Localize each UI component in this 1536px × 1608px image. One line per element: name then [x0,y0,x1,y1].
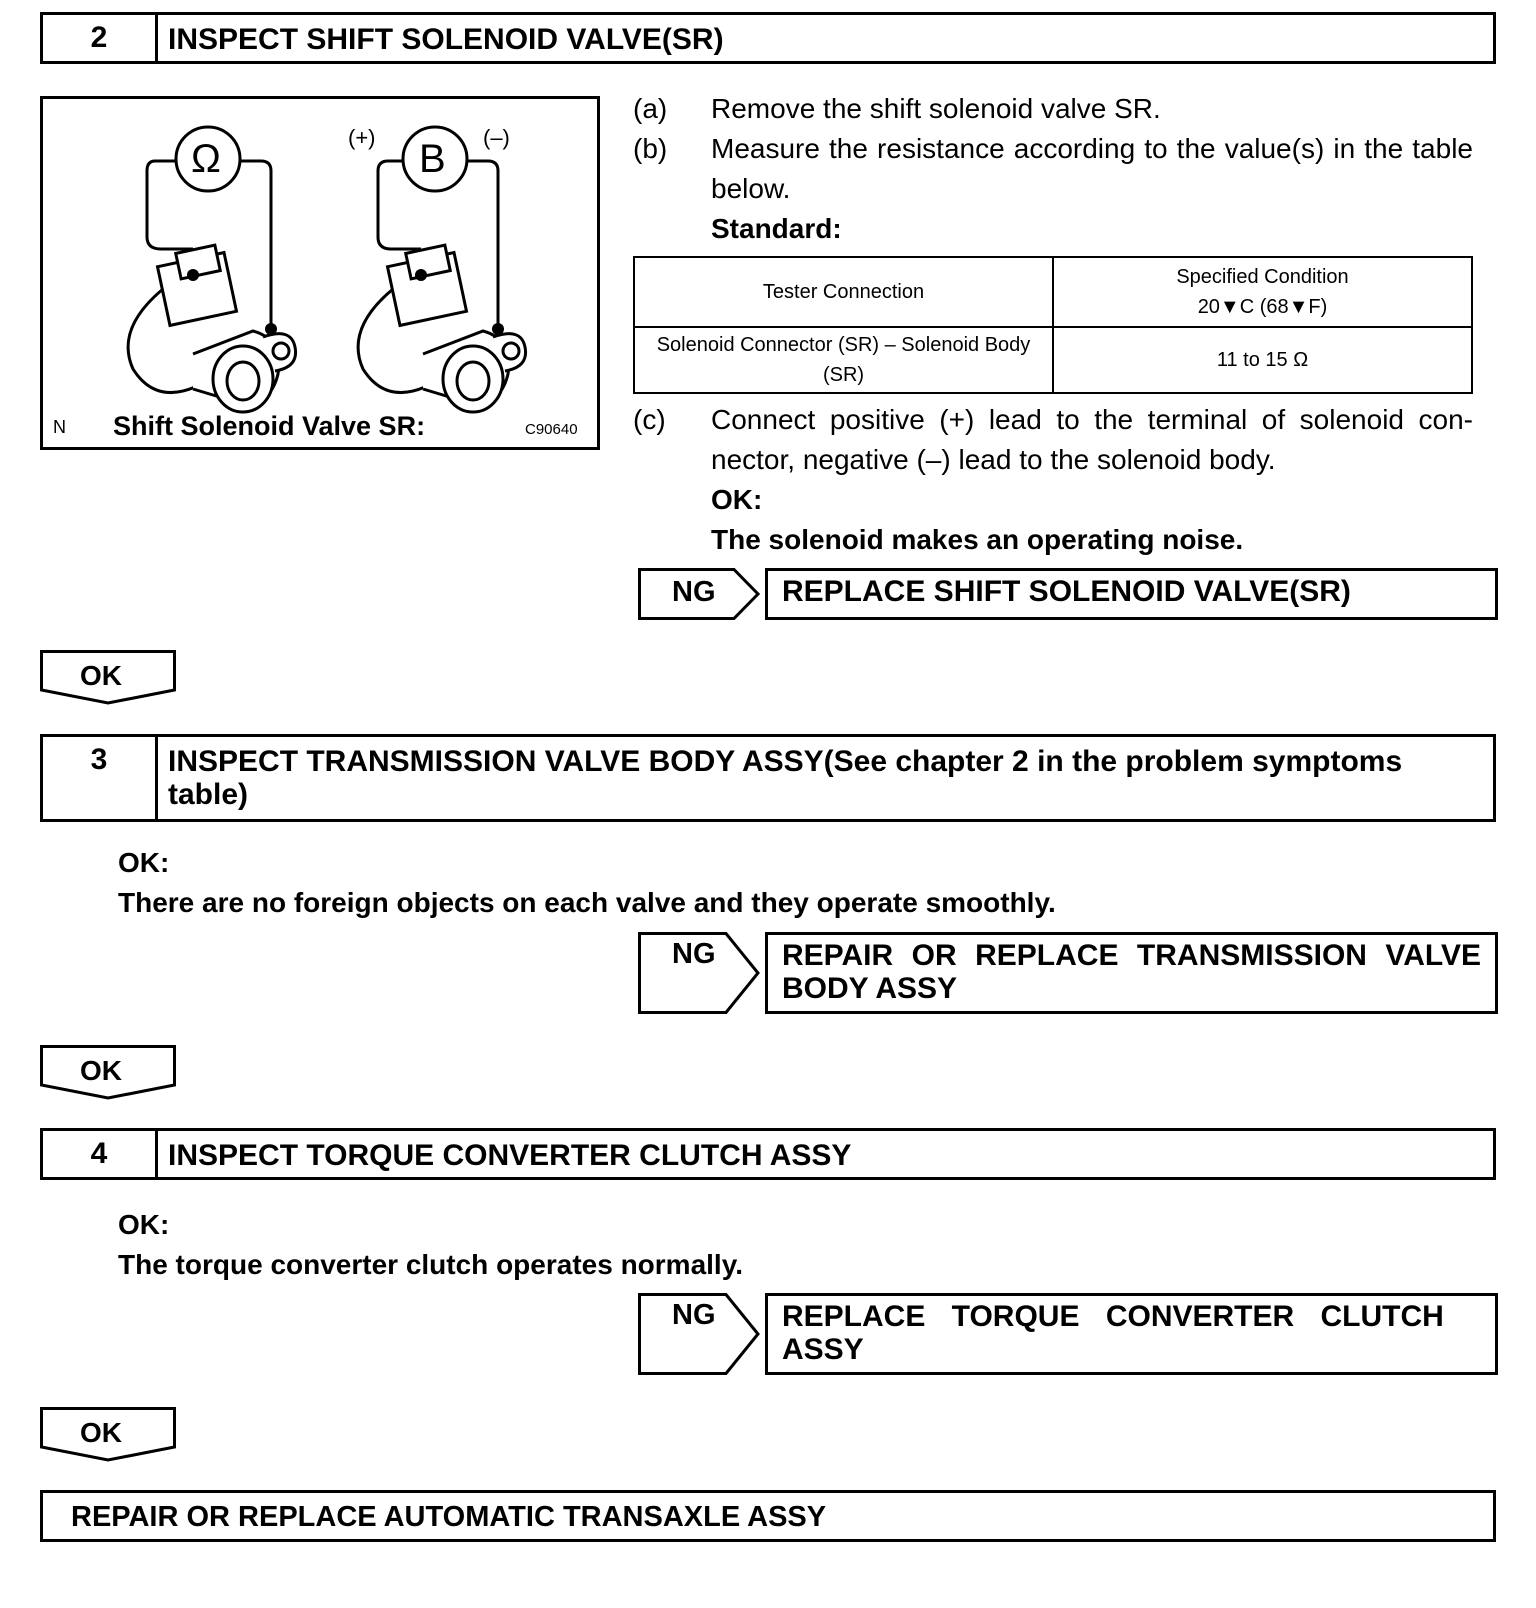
ok-arrow-1 [40,650,176,706]
step-2-instructions [633,89,1473,249]
step-2-item-c [633,400,1473,560]
table-header-tester-connection: Tester Connection [634,257,1053,327]
final-action-box [40,1490,1496,1542]
step-4-ok [118,1205,1418,1285]
figure-caption: Shift Solenoid Valve SR: [113,411,426,441]
step-3-header [40,734,1496,822]
step-3-ok-text: There are no foreign objects on each valve and they operate smoothly. [118,887,1056,918]
spec-table [633,256,1473,394]
step-4-ok-label: OK: [118,1209,170,1240]
table-header-specified-condition [1053,257,1472,327]
final-action-text: REPAIR OR REPLACE AUTOMATIC TRANSAXLE ASSY [71,1501,827,1533]
step-4-ok-text: The torque converter clutch operates normally. [118,1249,743,1280]
ohm-symbol: Ω [191,137,221,181]
step-2-ok-text: The solenoid makes an operating noise. [711,524,1244,555]
step-2-ok-label: OK: [711,484,763,515]
step-3-title: INSPECT TRANSMISSION VALVE BODY ASSY(See chapter 2 in the problem symptoms table) [168,745,1403,811]
step-4-header [40,1128,1496,1180]
ok-arrow-2-label: OK [80,1055,122,1086]
battery-symbol: B [419,137,446,181]
solenoid-figure [40,96,600,450]
item-c-label: (c) [633,404,666,435]
minus-label: (–) [483,125,510,150]
table-cell-resistance: 11 to 15 Ω [1053,327,1472,393]
step-2-header [40,12,1496,64]
step-2-title: INSPECT SHIFT SOLENOID VALVE(SR) [168,23,724,56]
item-b-label: (b) [633,133,668,164]
step-3-ok [118,843,1418,923]
plus-label: (+) [348,125,376,150]
step-4-ng-label: NG [672,1299,716,1331]
table-header-condition-line2: 20▼C (68▼F) [1197,296,1328,318]
solenoid-diagram [43,99,597,447]
ok-arrow-3 [40,1407,176,1463]
table-cell-connection: Solenoid Connector (SR) – Solenoid Body (SR) [634,327,1053,393]
step-2-ng-result: REPLACE SHIFT SOLENOID VALVE(SR) [765,568,1498,620]
item-b-text: Measure the resistance according to the value(s) in the table below. [711,133,1473,204]
table-header-condition-line1: Specified Condition [1176,266,1349,288]
step-3-ok-label: OK: [118,847,170,878]
step-2-ng-label: NG [672,576,716,608]
item-a-text: Remove the shift solenoid valve SR. [711,93,1161,124]
figure-code: C90640 [525,421,578,438]
step-3-ng-result: REPAIR OR REPLACE TRANSMISSION VALVE BODY ASSY [765,932,1498,1014]
step-4-ng-result: REPLACE TORQUE CONVERTER CLUTCH ASSY [765,1293,1498,1375]
step-3-ng-branch [638,932,1498,1014]
ok-arrow-2 [40,1045,176,1101]
step-2-ng-branch [638,568,1498,620]
ok-arrow-3-label: OK [80,1417,122,1448]
ok-arrow-1-label: OK [80,660,122,691]
standard-label: Standard: [711,213,842,244]
step-3-number: 3 [43,737,158,819]
step-4-title: INSPECT TORQUE CONVERTER CLUTCH ASSY [168,1139,852,1172]
step-3-ng-label: NG [672,938,716,970]
step-4-ng-branch [638,1293,1498,1375]
step-2-number: 2 [43,15,158,61]
item-c-text: Connect positive (+) lead to the terminal of solenoid con- nector, negative (–) lead to the solenoid body. [711,404,1473,475]
item-a-label: (a) [633,93,668,124]
step-4-number: 4 [43,1131,158,1177]
figure-corner-letter: N [53,417,66,437]
